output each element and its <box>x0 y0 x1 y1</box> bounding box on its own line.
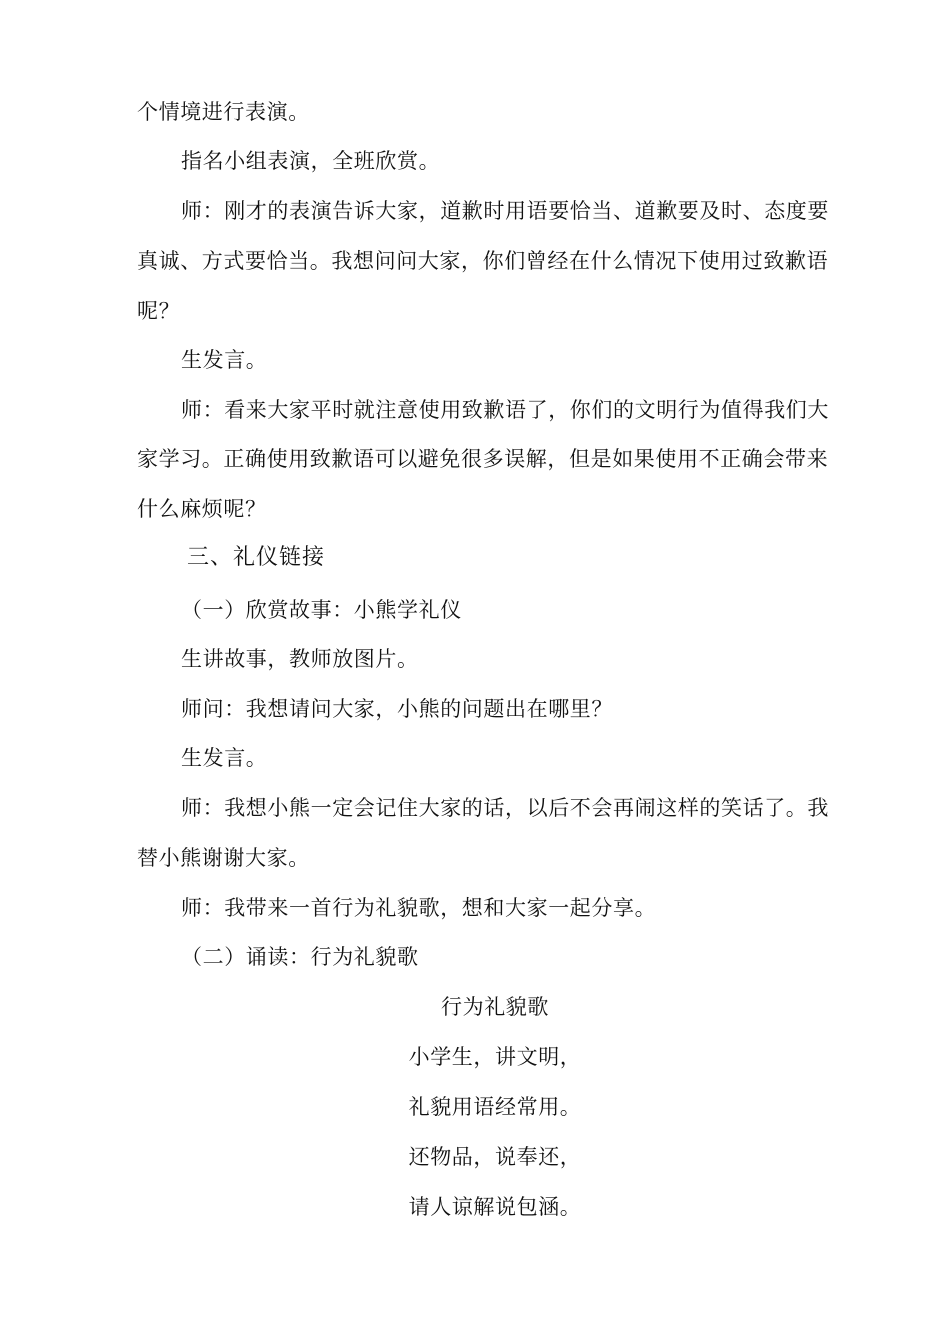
paragraph-line: 呢？ <box>137 299 181 323</box>
paragraph-line: 家学习。正确使用致歉语可以避免很多误解，但是如果使用不正确会带来 <box>137 447 829 471</box>
section-heading: 三、礼仪链接 <box>187 545 326 570</box>
paragraph-line: 生讲故事，教师放图片。 <box>181 647 419 671</box>
poem-line: 还物品，说奉还， <box>408 1145 582 1169</box>
subsection-heading: （二）诵读：行为礼貌歌 <box>181 945 419 969</box>
poem-line: 小学生，讲文明， <box>408 1045 582 1069</box>
paragraph-line: 真诚、方式要恰当。我想问问大家，你们曾经在什么情况下使用过致歉语 <box>137 249 829 273</box>
paragraph-line: 师问：我想请问大家，小熊的问题出在哪里？ <box>181 697 613 721</box>
poem-title: 行为礼貌歌 <box>441 995 549 1019</box>
poem-line: 请人谅解说包涵。 <box>408 1195 582 1219</box>
paragraph-line: 指名小组表演，全班欣赏。 <box>181 149 441 173</box>
paragraph-line: 师：我带来一首行为礼貌歌，想和大家一起分享。 <box>181 896 657 920</box>
paragraph-line: 什么麻烦呢？ <box>137 497 267 521</box>
paragraph-line: 生发言。 <box>181 746 268 770</box>
paragraph-line: 替小熊谢谢大家。 <box>137 846 310 870</box>
paragraph-line: 生发言。 <box>181 348 268 372</box>
paragraph-line: 师：我想小熊一定会记住大家的话，以后不会再闹这样的笑话了。我 <box>181 796 829 820</box>
subsection-heading: （一）欣赏故事：小熊学礼仪 <box>181 598 462 622</box>
paragraph-line: 师：看来大家平时就注意使用致歉语了，你们的文明行为值得我们大 <box>181 398 829 422</box>
paragraph-line: 个情境进行表演。 <box>137 100 310 124</box>
paragraph-line: 师：刚才的表演告诉大家，道歉时用语要恰当、道歉要及时、态度要 <box>181 199 829 223</box>
poem-line: 礼貌用语经常用。 <box>408 1095 582 1119</box>
